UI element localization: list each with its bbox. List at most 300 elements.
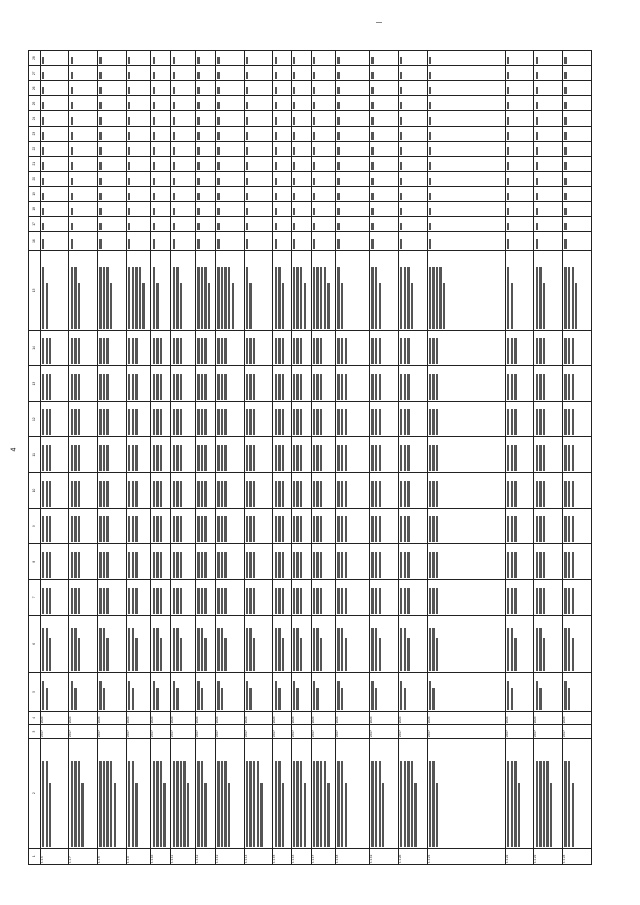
- illegible-text-line: [316, 688, 318, 709]
- illegible-text-line: [316, 338, 318, 364]
- illegible-text-line: [568, 552, 570, 578]
- illegible-text-line: [293, 163, 295, 170]
- illegible-text-line: [224, 267, 226, 328]
- target-value-cell: [563, 186, 592, 201]
- funding-amount-cell: [273, 401, 291, 437]
- illegible-text-line: [217, 374, 219, 400]
- illegible-text-line: [572, 267, 574, 328]
- illegible-text-line: [511, 445, 513, 471]
- illegible-text-line: [197, 208, 199, 215]
- illegible-text-line: [337, 267, 339, 328]
- illegible-text-line: [429, 208, 431, 215]
- illegible-text-line: [507, 147, 509, 154]
- illegible-text-line: [246, 87, 248, 94]
- table-row: [244, 51, 273, 865]
- funding-amount-cell: [534, 437, 563, 473]
- illegible-text-line: [204, 338, 206, 364]
- target-value-cell: [171, 66, 196, 81]
- end-year-cell: 2020: [98, 711, 127, 725]
- illegible-text-line: [371, 208, 373, 215]
- illegible-text-line: [564, 481, 566, 507]
- illegible-text-line: [132, 445, 134, 471]
- illegible-text-line: [201, 267, 203, 328]
- illegible-text-line: [400, 102, 402, 109]
- illegible-text-line: [153, 481, 155, 507]
- target-value-cell: [196, 96, 216, 111]
- illegible-text-line: [153, 588, 155, 614]
- illegible-text-line: [379, 516, 381, 542]
- column-number-cell: 11: [29, 437, 41, 473]
- illegible-text-line: [432, 588, 434, 614]
- illegible-text-line: [337, 374, 339, 400]
- illegible-text-line: [99, 481, 101, 507]
- illegible-text-line: [400, 178, 402, 185]
- responsible-cell: [171, 673, 196, 711]
- target-value-cell: [398, 126, 427, 141]
- column-number-cell: 10: [29, 473, 41, 509]
- illegible-text-line: [71, 208, 73, 215]
- row-index-cell: 1.1.12: [196, 848, 216, 864]
- funding-amount-cell: [196, 473, 216, 509]
- illegible-text-line: [160, 552, 162, 578]
- row-index-cell: 1.1.8: [98, 848, 127, 864]
- target-value-cell: [273, 81, 291, 96]
- illegible-text-line: [42, 239, 44, 249]
- illegible-text-line: [375, 338, 377, 364]
- illegible-text-line: [337, 117, 339, 124]
- target-value-cell: [196, 156, 216, 171]
- rotated-table: [28, 50, 592, 865]
- target-value-cell: [336, 111, 370, 126]
- illegible-text-line: [404, 761, 406, 846]
- illegible-text-line: [539, 267, 541, 328]
- illegible-text-line: [514, 374, 516, 400]
- illegible-text-line: [135, 638, 137, 671]
- illegible-text-line: [536, 516, 538, 542]
- illegible-text-line: [103, 761, 105, 846]
- end-year-cell: 2020: [336, 711, 370, 725]
- illegible-text-line: [345, 445, 347, 471]
- funding-amount-cell: [291, 437, 311, 473]
- illegible-text-line: [278, 688, 280, 709]
- unit-cell: [151, 231, 171, 250]
- funding-source-cell: [336, 615, 370, 673]
- indicator-cell: [216, 251, 245, 330]
- illegible-text-line: [345, 516, 347, 542]
- illegible-text-line: [128, 193, 130, 200]
- end-year-cell: 2020: [398, 711, 427, 725]
- illegible-text-line: [224, 445, 226, 471]
- target-value-cell: [534, 156, 563, 171]
- target-value-cell: [69, 201, 98, 216]
- funding-amount-cell: [505, 544, 534, 580]
- illegible-text-line: [173, 117, 175, 124]
- target-value-cell: [398, 141, 427, 156]
- target-value-cell: [216, 141, 245, 156]
- target-value-cell: [311, 51, 336, 66]
- illegible-text-line: [511, 374, 513, 400]
- illegible-text-line: [221, 481, 223, 507]
- illegible-text-line: [42, 223, 44, 230]
- illegible-text-line: [313, 516, 315, 542]
- illegible-text-line: [539, 628, 541, 672]
- funding-source-cell: [216, 615, 245, 673]
- illegible-text-line: [46, 409, 48, 435]
- illegible-text-line: [337, 72, 339, 79]
- illegible-text-line: [341, 516, 343, 542]
- illegible-text-line: [249, 688, 251, 709]
- illegible-text-line: [176, 516, 178, 542]
- target-value-cell: [370, 201, 399, 216]
- illegible-text-line: [246, 72, 248, 79]
- funding-amount-cell: [311, 437, 336, 473]
- end-year-cell: 2020: [216, 711, 245, 725]
- illegible-text-line: [407, 552, 409, 578]
- illegible-text-line: [400, 445, 402, 471]
- illegible-text-line: [296, 552, 298, 578]
- illegible-text-line: [78, 374, 80, 400]
- illegible-text-line: [176, 588, 178, 614]
- illegible-text-line: [217, 681, 219, 709]
- indicator-cell: [336, 251, 370, 330]
- illegible-text-line: [536, 481, 538, 507]
- illegible-text-line: [153, 239, 155, 249]
- illegible-text-line: [371, 132, 373, 139]
- illegible-text-line: [42, 72, 44, 79]
- row-index-cell: 1.1.7: [69, 848, 98, 864]
- illegible-text-line: [246, 628, 248, 672]
- illegible-text-line: [217, 552, 219, 578]
- illegible-text-line: [208, 283, 210, 329]
- illegible-text-line: [400, 681, 402, 709]
- illegible-text-line: [543, 588, 545, 614]
- target-value-cell: [69, 126, 98, 141]
- illegible-text-line: [275, 267, 277, 328]
- illegible-text-line: [278, 409, 280, 435]
- funding-amount-cell: [244, 437, 273, 473]
- responsible-cell: [534, 673, 563, 711]
- illegible-text-line: [204, 409, 206, 435]
- illegible-text-line: [224, 481, 226, 507]
- illegible-text-line: [46, 688, 48, 709]
- funding-amount-cell: [273, 580, 291, 616]
- illegible-text-line: [197, 72, 199, 79]
- target-value-cell: [273, 186, 291, 201]
- funding-amount-cell: [196, 508, 216, 544]
- illegible-text-line: [71, 761, 73, 846]
- target-value-cell: [336, 186, 370, 201]
- illegible-text-line: [176, 374, 178, 400]
- illegible-text-line: [204, 588, 206, 614]
- indicator-cell: [291, 251, 311, 330]
- illegible-text-line: [375, 688, 377, 709]
- illegible-text-line: [71, 178, 73, 185]
- illegible-text-line: [282, 638, 284, 671]
- illegible-text-line: [436, 338, 438, 364]
- illegible-text-line: [128, 374, 130, 400]
- illegible-text-line: [103, 338, 105, 364]
- row-index-cell: 1.1.11: [171, 848, 196, 864]
- row-index-cell: 1.1.16: [291, 848, 311, 864]
- funding-amount-cell: [336, 437, 370, 473]
- target-value-cell: [171, 141, 196, 156]
- illegible-text-line: [99, 147, 101, 154]
- illegible-text-line: [404, 338, 406, 364]
- target-value-cell: [398, 81, 427, 96]
- funding-amount-cell: [370, 544, 399, 580]
- illegible-text-line: [253, 445, 255, 471]
- illegible-text-line: [568, 516, 570, 542]
- illegible-text-line: [379, 445, 381, 471]
- target-value-cell: [244, 66, 273, 81]
- illegible-text-line: [160, 374, 162, 400]
- illegible-text-line: [345, 481, 347, 507]
- illegible-text-line: [429, 588, 431, 614]
- illegible-text-line: [156, 338, 158, 364]
- illegible-text-line: [42, 147, 44, 154]
- illegible-text-line: [224, 761, 226, 846]
- illegible-text-line: [197, 481, 199, 507]
- target-value-cell: [196, 81, 216, 96]
- illegible-text-line: [400, 147, 402, 154]
- illegible-text-line: [564, 761, 566, 846]
- funding-amount-cell: [244, 366, 273, 402]
- funding-source-cell: [69, 615, 98, 673]
- illegible-text-line: [371, 552, 373, 578]
- illegible-text-line: [275, 628, 277, 672]
- illegible-text-line: [371, 374, 373, 400]
- illegible-text-line: [71, 147, 73, 154]
- funding-amount-cell: [40, 544, 69, 580]
- illegible-text-line: [103, 374, 105, 400]
- target-value-cell: [398, 96, 427, 111]
- measure-name-cell: [69, 738, 98, 848]
- illegible-text-line: [135, 374, 137, 400]
- illegible-text-line: [173, 57, 175, 64]
- illegible-text-line: [337, 87, 339, 94]
- funding-amount-cell: [126, 508, 151, 544]
- illegible-text-line: [197, 239, 199, 249]
- illegible-text-line: [293, 681, 295, 709]
- funding-amount-cell: [427, 473, 505, 509]
- illegible-text-line: [156, 628, 158, 672]
- target-value-cell: [196, 186, 216, 201]
- illegible-text-line: [407, 409, 409, 435]
- funding-amount-cell: [69, 473, 98, 509]
- measure-name-cell: [196, 738, 216, 848]
- illegible-text-line: [296, 445, 298, 471]
- target-value-cell: [40, 201, 69, 216]
- unit-cell: [534, 231, 563, 250]
- illegible-text-line: [49, 481, 51, 507]
- illegible-text-line: [160, 588, 162, 614]
- illegible-text-line: [78, 283, 80, 329]
- illegible-text-line: [173, 374, 175, 400]
- illegible-text-line: [49, 409, 51, 435]
- illegible-text-line: [176, 628, 178, 672]
- illegible-text-line: [217, 163, 219, 170]
- illegible-text-line: [572, 516, 574, 542]
- illegible-text-line: [99, 761, 101, 846]
- illegible-text-line: [407, 445, 409, 471]
- target-value-cell: [291, 126, 311, 141]
- column-number-cell: 17: [29, 216, 41, 231]
- illegible-text-line: [371, 481, 373, 507]
- illegible-text-line: [217, 87, 219, 94]
- illegible-text-line: [135, 409, 137, 435]
- illegible-text-line: [278, 552, 280, 578]
- column-number-cell: 27: [29, 66, 41, 81]
- end-year-cell: 2020: [370, 711, 399, 725]
- target-value-cell: [98, 201, 127, 216]
- target-value-cell: [370, 156, 399, 171]
- illegible-text-line: [414, 783, 416, 847]
- target-value-cell: [534, 96, 563, 111]
- measure-name-cell: [216, 738, 245, 848]
- funding-source-cell: [505, 615, 534, 673]
- illegible-text-line: [278, 761, 280, 846]
- illegible-text-line: [379, 374, 381, 400]
- funding-amount-cell: [126, 330, 151, 366]
- target-value-cell: [98, 216, 127, 231]
- funding-amount-cell: [398, 366, 427, 402]
- illegible-text-line: [78, 761, 80, 846]
- row-index-cell: 1.1.13: [216, 848, 245, 864]
- illegible-text-line: [46, 516, 48, 542]
- illegible-text-line: [404, 374, 406, 400]
- funding-amount-cell: [196, 401, 216, 437]
- illegible-text-line: [400, 267, 402, 328]
- illegible-text-line: [300, 588, 302, 614]
- target-value-cell: [216, 156, 245, 171]
- illegible-text-line: [337, 552, 339, 578]
- illegible-text-line: [128, 588, 130, 614]
- illegible-text-line: [400, 132, 402, 139]
- target-value-cell: [311, 126, 336, 141]
- illegible-text-line: [246, 516, 248, 542]
- illegible-text-line: [293, 102, 295, 109]
- illegible-text-line: [507, 223, 509, 230]
- end-year-cell: 2020: [505, 711, 534, 725]
- illegible-text-line: [293, 87, 295, 94]
- end-year-cell: 2020: [171, 711, 196, 725]
- illegible-text-line: [173, 208, 175, 215]
- illegible-text-line: [156, 761, 158, 846]
- illegible-text-line: [103, 445, 105, 471]
- illegible-text-line: [74, 588, 76, 614]
- illegible-text-line: [128, 481, 130, 507]
- column-number-cell: 15: [29, 251, 41, 330]
- illegible-text-line: [429, 338, 431, 364]
- indicator-cell: [563, 251, 592, 330]
- funding-source-cell: [291, 615, 311, 673]
- illegible-text-line: [411, 761, 413, 846]
- target-value-cell: [151, 156, 171, 171]
- illegible-text-line: [371, 163, 373, 170]
- funding-amount-cell: [563, 473, 592, 509]
- header-mark: [376, 22, 382, 23]
- illegible-text-line: [110, 761, 112, 846]
- illegible-text-line: [275, 117, 277, 124]
- funding-amount-cell: [126, 366, 151, 402]
- illegible-text-line: [320, 516, 322, 542]
- illegible-text-line: [511, 283, 513, 329]
- target-value-cell: [370, 96, 399, 111]
- illegible-text-line: [160, 445, 162, 471]
- funding-amount-cell: [291, 401, 311, 437]
- target-value-cell: [40, 66, 69, 81]
- illegible-text-line: [197, 681, 199, 709]
- illegible-text-line: [176, 761, 178, 846]
- illegible-text-line: [313, 267, 315, 328]
- rotated-table-frame: [28, 50, 592, 865]
- target-value-cell: [398, 51, 427, 66]
- illegible-text-line: [379, 283, 381, 329]
- illegible-text-line: [160, 481, 162, 507]
- illegible-text-line: [429, 409, 431, 435]
- illegible-text-line: [436, 409, 438, 435]
- illegible-text-line: [313, 87, 315, 94]
- responsible-cell: [563, 673, 592, 711]
- funding-amount-cell: [273, 544, 291, 580]
- illegible-text-line: [275, 223, 277, 230]
- illegible-text-line: [300, 267, 302, 328]
- target-value-cell: [398, 201, 427, 216]
- illegible-text-line: [224, 374, 226, 400]
- target-value-cell: [534, 171, 563, 186]
- funding-amount-cell: [171, 330, 196, 366]
- illegible-text-line: [313, 409, 315, 435]
- unit-cell: [336, 231, 370, 250]
- illegible-text-line: [46, 338, 48, 364]
- illegible-text-line: [106, 638, 108, 671]
- target-value-cell: [40, 96, 69, 111]
- illegible-text-line: [371, 147, 373, 154]
- illegible-text-line: [572, 588, 574, 614]
- target-value-cell: [273, 126, 291, 141]
- illegible-text-line: [536, 409, 538, 435]
- target-value-cell: [69, 156, 98, 171]
- illegible-text-line: [139, 267, 141, 328]
- responsible-cell: [336, 673, 370, 711]
- funding-amount-cell: [126, 580, 151, 616]
- illegible-text-line: [404, 445, 406, 471]
- illegible-text-line: [313, 338, 315, 364]
- illegible-text-line: [153, 223, 155, 230]
- funding-amount-cell: [98, 580, 127, 616]
- illegible-text-line: [217, 445, 219, 471]
- illegible-text-line: [293, 374, 295, 400]
- target-value-cell: [151, 66, 171, 81]
- illegible-text-line: [345, 374, 347, 400]
- illegible-text-line: [176, 481, 178, 507]
- table-row: [126, 51, 151, 865]
- target-value-cell: [151, 201, 171, 216]
- funding-amount-cell: [69, 330, 98, 366]
- illegible-text-line: [228, 783, 230, 847]
- measure-name-cell: [370, 738, 399, 848]
- target-value-cell: [244, 186, 273, 201]
- funding-amount-cell: [563, 366, 592, 402]
- responsible-cell: [151, 673, 171, 711]
- illegible-text-line: [128, 761, 130, 846]
- illegible-text-line: [278, 338, 280, 364]
- illegible-text-line: [293, 147, 295, 154]
- target-value-cell: [126, 141, 151, 156]
- illegible-text-line: [217, 178, 219, 185]
- illegible-text-line: [42, 628, 44, 672]
- funding-amount-cell: [563, 544, 592, 580]
